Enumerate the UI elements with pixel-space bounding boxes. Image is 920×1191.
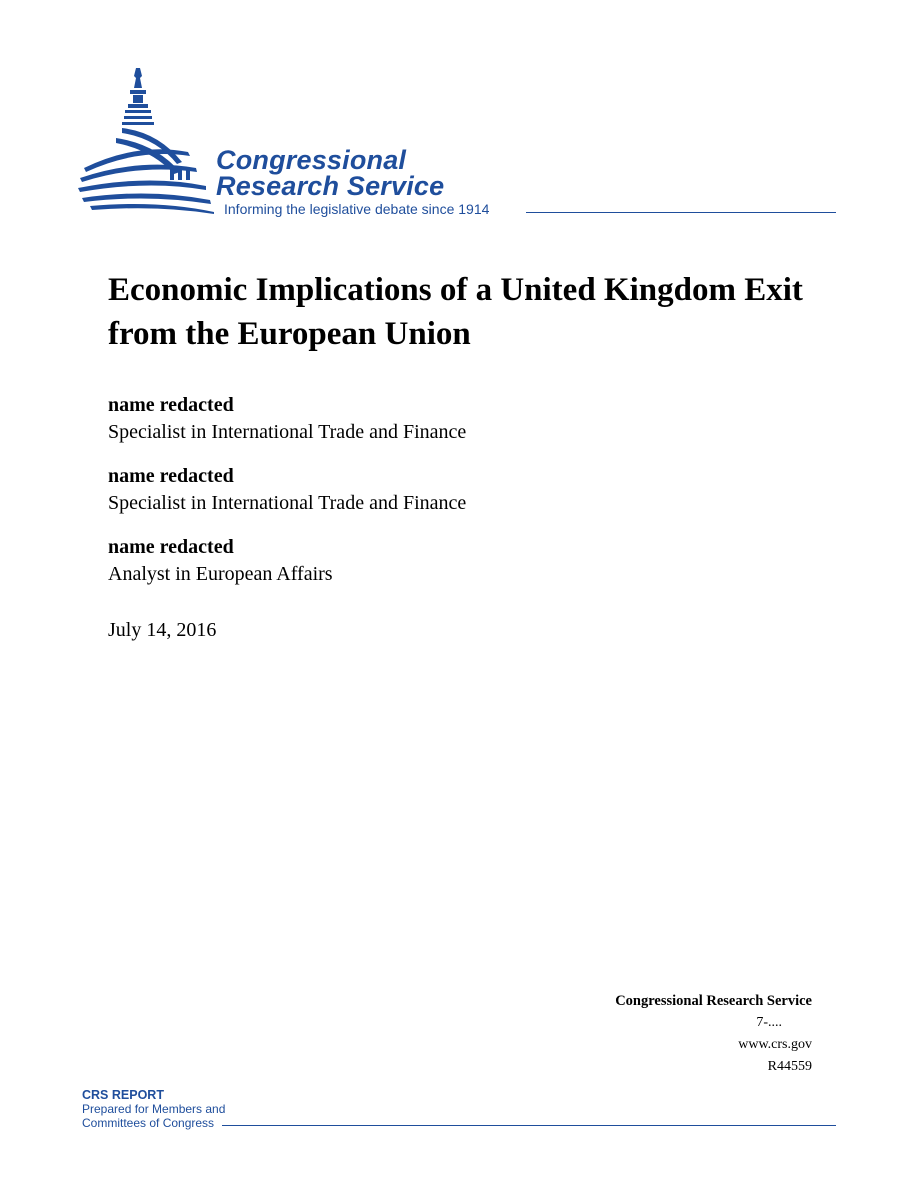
footer-line2: Committees of Congress — [82, 1116, 215, 1130]
logo-name-line1: Congressional — [216, 145, 407, 175]
publisher-website[interactable]: www.crs.gov — [738, 1037, 812, 1052]
crs-report-footer — [82, 1088, 838, 1132]
report-number: R44559 — [767, 1059, 812, 1074]
logo-name-line2: Research Service — [216, 171, 445, 201]
report-title: Economic Implications of a United Kingdom Exit from the European Union — [108, 272, 803, 352]
logo-rule — [526, 212, 836, 213]
report-date: July 14, 2016 — [108, 619, 217, 641]
author-entry — [108, 463, 708, 517]
author-role: Specialist in International Trade and Finance — [108, 492, 467, 514]
author-list — [108, 392, 708, 605]
footer-label: CRS REPORT — [82, 1088, 164, 1102]
crs-logo — [78, 64, 838, 224]
capitol-dome-icon — [78, 64, 218, 214]
author-name: name redacted — [108, 465, 234, 487]
logo-tagline: Informing the legislative debate since 1914 — [224, 201, 490, 217]
author-role: Specialist in International Trade and Finance — [108, 421, 467, 443]
publisher-block — [615, 990, 812, 1078]
author-role: Analyst in European Affairs — [108, 563, 333, 585]
footer-rule — [222, 1125, 836, 1126]
author-name: name redacted — [108, 394, 234, 416]
author-entry — [108, 392, 708, 446]
author-entry — [108, 534, 708, 588]
publisher-org: Congressional Research Service — [615, 993, 812, 1009]
author-name: name redacted — [108, 536, 234, 558]
footer-line1: Prepared for Members and — [82, 1102, 226, 1116]
publisher-phone: 7-.... — [756, 1015, 782, 1030]
